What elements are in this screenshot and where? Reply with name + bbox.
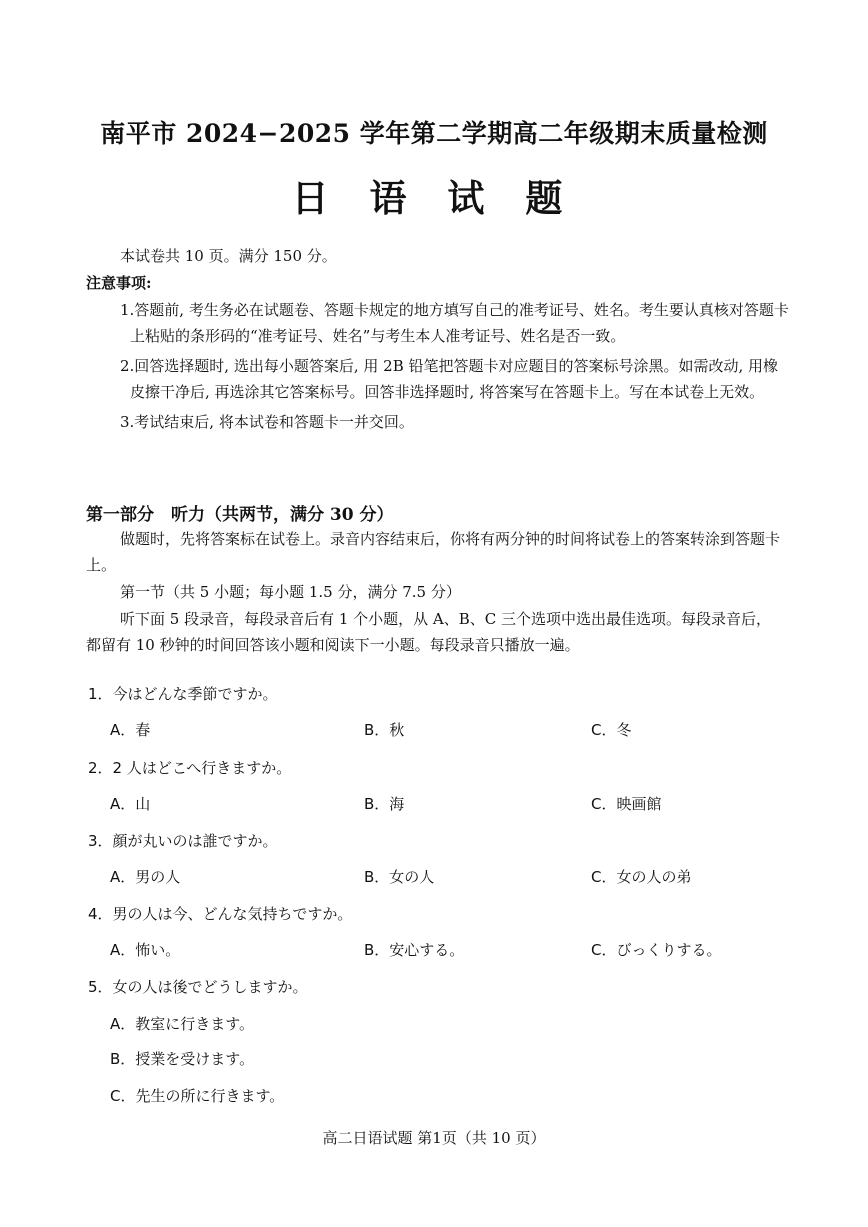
question-5: 5．女の人は後でどうしますか。 xyxy=(88,978,308,996)
notice-list xyxy=(120,297,790,439)
q2-option-a: A．山 xyxy=(110,795,151,813)
notice-heading: 注意事项: xyxy=(86,274,152,292)
part1-instruction: 做题时，先将答案标在试卷上。录音内容结束后，你将有两分钟的时间将试卷上的答案转涂到答题卡上。 xyxy=(86,530,781,574)
q5-option-c: C．先生の所に行きます。 xyxy=(110,1087,285,1105)
q1-option-b: B．秋 xyxy=(364,721,405,739)
q1-option-a: A．春 xyxy=(110,721,151,739)
part1-heading: 第一部分 听力（共两节，满分 30 分） xyxy=(86,505,394,525)
q3-option-a: A．男の人 xyxy=(110,868,181,886)
question-4: 4．男の人は今、どんな気持ちですか。 xyxy=(88,905,353,923)
paper-info: 本试卷共 10 页。满分 150 分。 xyxy=(120,247,337,265)
page-footer: 高二日语试题 第1页（共 10 页） xyxy=(322,1129,546,1147)
question-3: 3．顔が丸いのは誰ですか。 xyxy=(88,832,278,850)
q5-option-a: A．教室に行きます。 xyxy=(110,1015,255,1033)
notice-item: 1.答题前, 考生务必在试题卷、答题卡规定的地方填写自己的准考证号、姓名。考生要认真核对答题卡上粘贴的条形码的“准考证号、姓名”与考生本人准考证号、姓名是否一致。 xyxy=(120,301,789,345)
q5-option-b: B．授業を受けます。 xyxy=(110,1050,255,1068)
question-1: 1．今はどんな季節ですか。 xyxy=(88,685,278,703)
question-2: 2．2 人はどこへ行きますか。 xyxy=(88,759,292,777)
section1-heading: 第一节（共 5 小题；每小题 1.5 分，满分 7.5 分） xyxy=(120,583,461,601)
q4-option-b: B．安心する。 xyxy=(364,941,465,959)
section1-instruction: 听下面 5 段录音，每段录音后有 1 个小题，从 A、B、C 三个选项中选出最佳选项。每段录音后，都留有 10 秒钟的时间回答该小题和阅读下一小题。每段录音只播放一遍。 xyxy=(86,610,772,654)
exam-title: 南平市 2024−2025 学年第二学期高二年级期末质量检测 xyxy=(100,119,768,148)
q3-option-c: C．女の人の弟 xyxy=(591,868,692,886)
q2-option-b: B．海 xyxy=(364,795,405,813)
q4-option-a: A．怖い。 xyxy=(110,941,181,959)
q3-option-b: B．女の人 xyxy=(364,868,435,886)
notice-item: 3.考试结束后, 将本试卷和答题卡一并交回。 xyxy=(120,413,414,431)
q4-option-c: C．びっくりする。 xyxy=(591,941,722,959)
subject-title: 日 语 试 题 xyxy=(291,176,577,220)
q2-option-c: C．映画館 xyxy=(591,795,662,813)
notice-item: 2.回答选择题时, 选出每小题答案后, 用 2B 铅笔把答题卡对应题目的答案标号涂黑。如需改动, 用橡皮擦干净后, 再选涂其它答案标号。回答非选择题时, 将答案写在答题卡上。写在本试卷上无效。 xyxy=(120,357,779,401)
q1-option-c: C．冬 xyxy=(591,721,632,739)
